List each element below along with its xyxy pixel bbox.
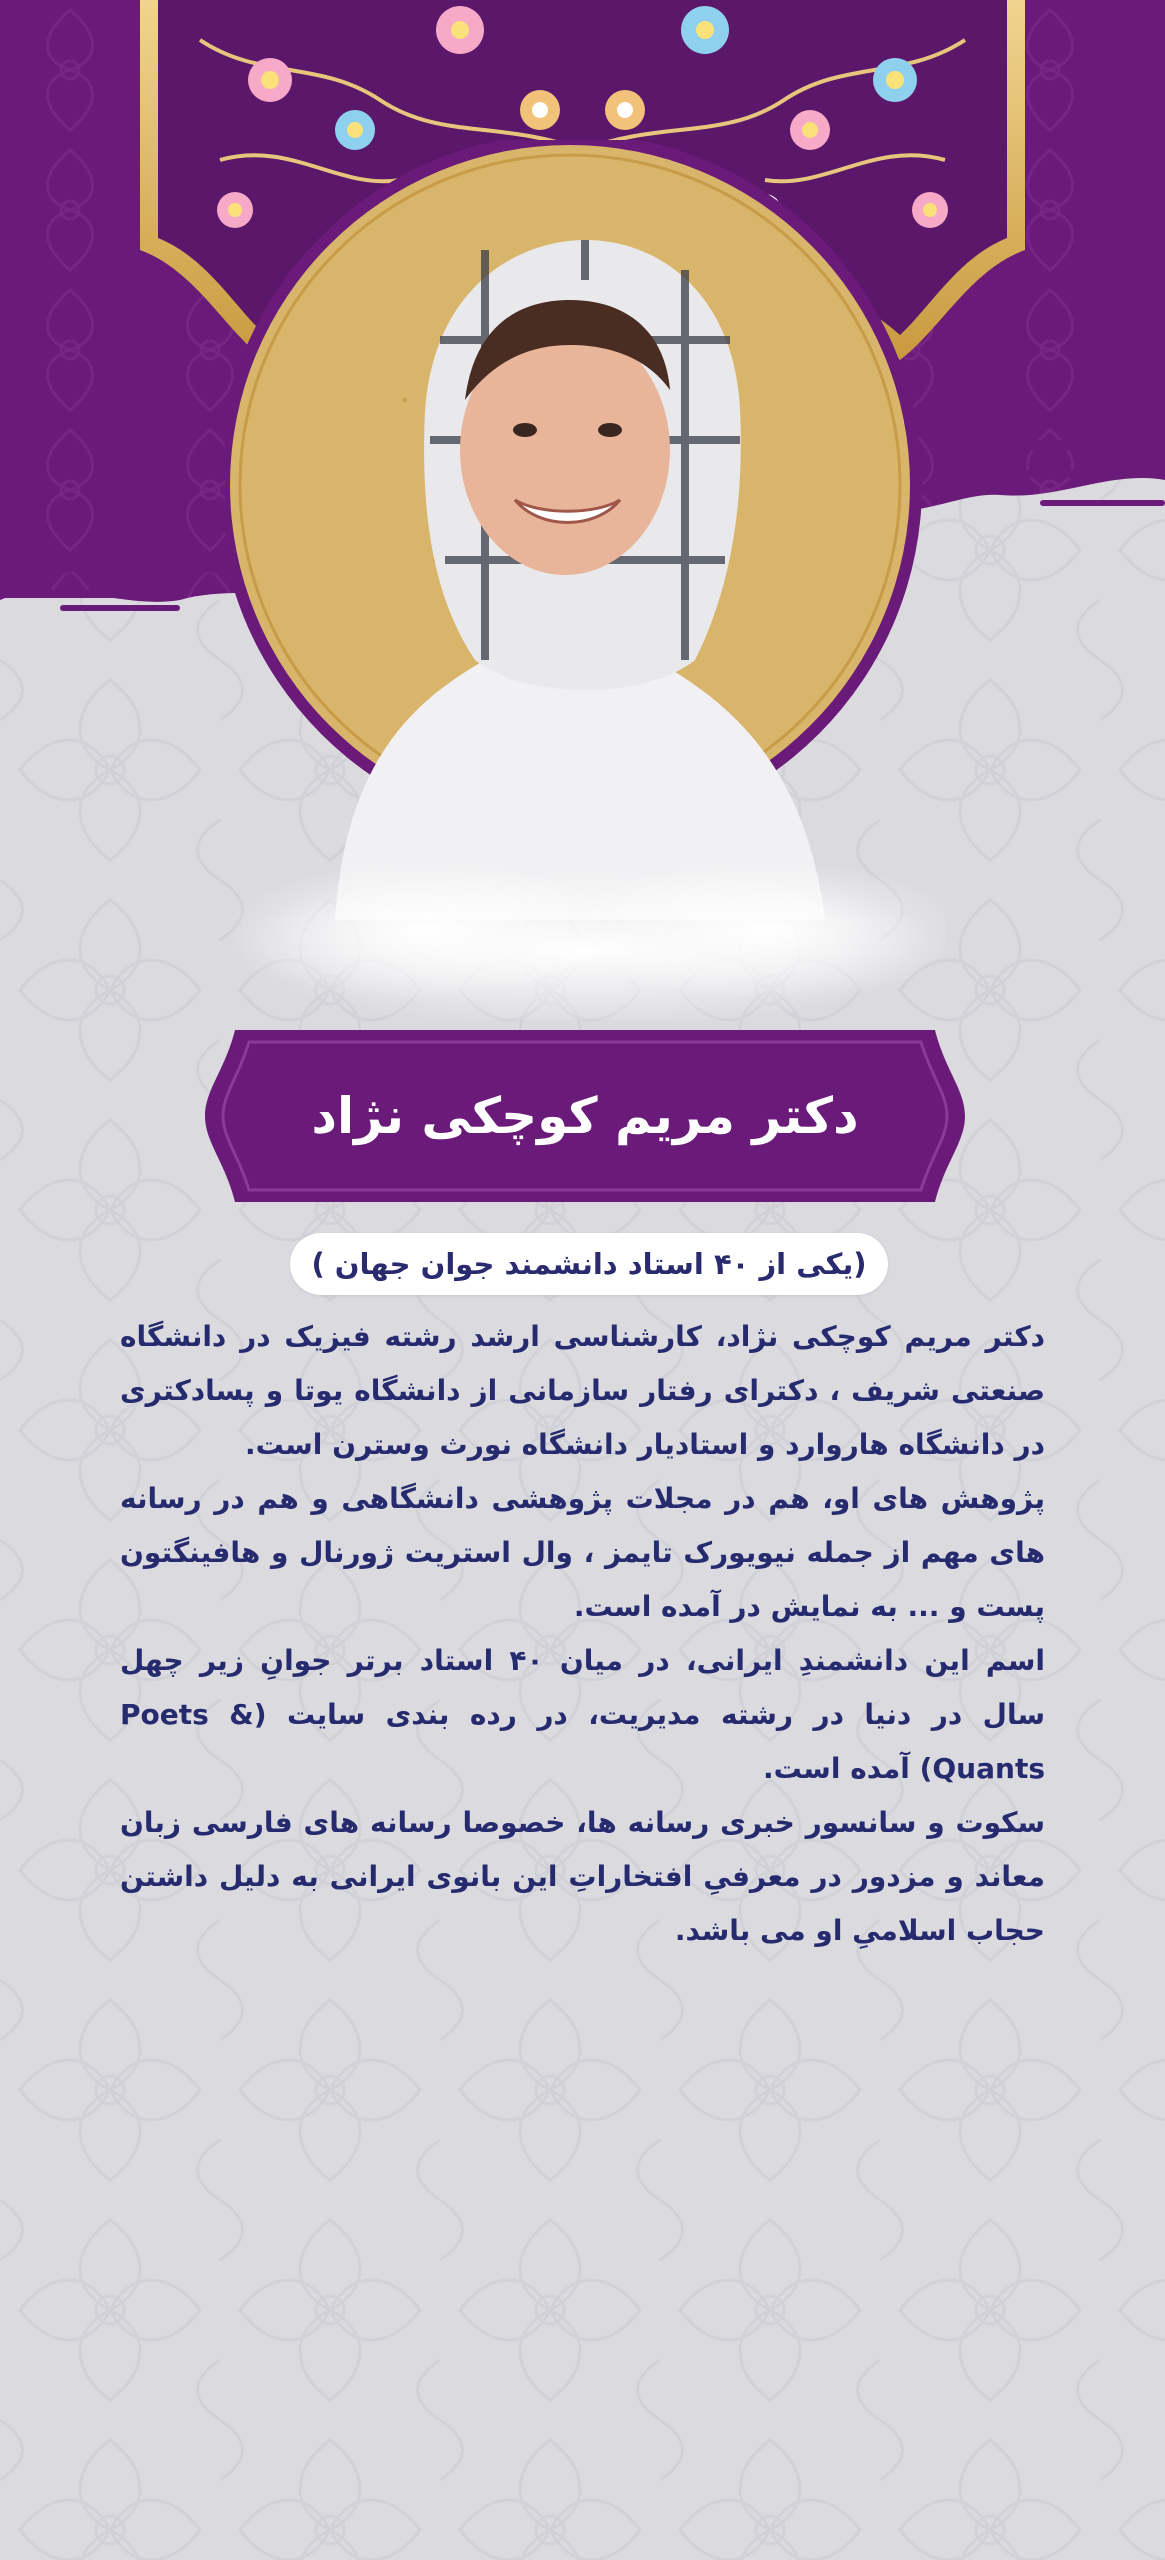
paragraph: سکوت و سانسور خبری رسانه ها، خصوصا رسانه های فارسی زبان معاند و مزدور در معرفیِ افتخاراتِ این بانوی ایرانی به دلیل داشتن حجاب اسلامیِ او می باشد.	[120, 1806, 1045, 1947]
subtitle-badge: (یکی از ۴۰ استاد دانشمند جوان جهان )	[290, 1233, 888, 1295]
paragraph: پژوهش های او، هم در مجلات پژوهشی دانشگاهی و هم در رسانه های مهم از جمله نیویورک تایمز ، وال استریت ژورنال و هافینگتون پست و ... به نمایش در آمده است.	[120, 1482, 1045, 1623]
portrait	[225, 140, 945, 1020]
page-title: دکتر مریم کوچکی نژاد	[311, 1087, 859, 1145]
paragraph: دکتر مریم کوچکی نژاد، کارشناسی ارشد رشته فیزیک در دانشگاه صنعتی شریف ، دکترای رفتار سازمانی از دانشگاه یوتا و پسادکتری در دانشگاه هاروارد و استادیار دانشگاه نورث وسترن است.	[120, 1320, 1045, 1461]
biography-text	[120, 1310, 1045, 1958]
paragraph: اسم این دانشمندِ ایرانی، در میان ۴۰ استاد برتر جوانِ زیر چهل سال در دنیا در رشته مدیریت، در رده بندی سایت (Poets & Quants) آمده است.	[120, 1644, 1045, 1785]
